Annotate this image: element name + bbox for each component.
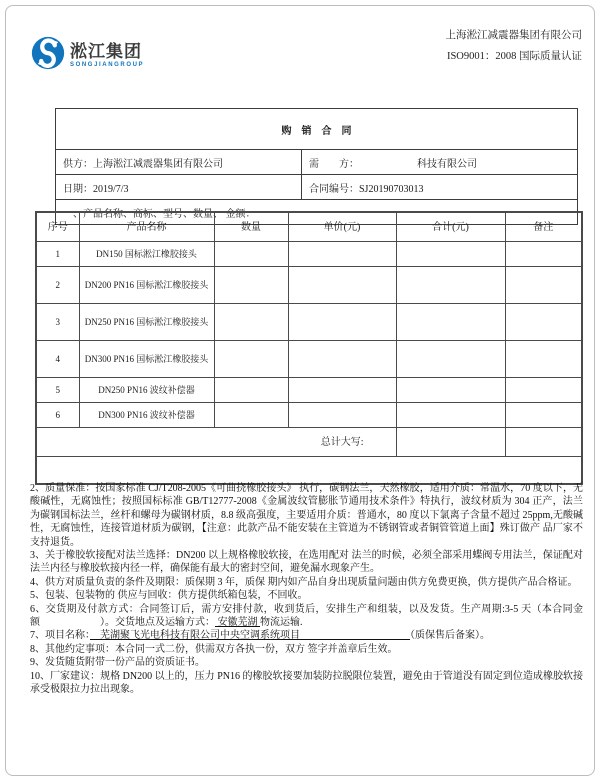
col-header-total: 合计(元) [396,212,505,242]
quantity-cell [214,403,288,428]
clause-flange-selection: 3、关于橡胶软接配对法兰选择：DN200 以上规格橡胶软接，在选用配对 法兰的时候，必须全部采用蝶阀专用法兰，保证配对法兰内径与橡胶软接内径一样，确保能有最大的密封空间，避免漏水现象产生。 [30,550,583,575]
supplier-label: 供方：上海淞江减震器集团有限公司 [63,158,223,170]
supplier-cell [56,150,302,175]
product-name: DN300 PN16 波纹补偿器 [79,403,214,428]
remark-cell [505,403,582,428]
clause-delivery-text: 6、交货期及付款方式：合同签订后，需方安排付款，收到货后，安排生产和组装，以及发货。生产周期:3-5 天（本合同金额 ）。交货地点及运输方式： [30,603,583,629]
table-row [36,403,582,428]
remark-cell [505,267,582,304]
company-logo-text [70,43,144,68]
product-name: DN250 PN16 国标淞江橡胶接头 [79,304,214,341]
clause-quality-standard: 2、质量保准：按国家标准 CJ/T208-2005《可曲挠橡胶接头》 执行，碳钢法兰，天然橡胶，适用介质：常温水，70 度以下，无酸碱性，无腐蚀性；按照国标标准 GB/T12777-2008《金属波纹管膨胀节通用技术条件》特执行，波纹材质为 304 正产，法兰为碳钢国标法兰，丝杆和螺母为碳钢材质，8.8 级高强度，主要适用介质：普通水，80 度以下氯离子含量不超过 25ppm,无酸碱性，无腐蚀性，连接管道材质为碳钢，【注意：此款产品不能安装在主管道为不锈钢管或者铜管管道上面】殊订做产 品厂家不支持退货。 [30,483,583,548]
row-index: 4 [36,341,79,378]
contract-info-table [55,108,578,225]
col-header-product-name: 产品名称 [79,212,214,242]
unit-price-cell [288,242,396,267]
company-logo [31,36,144,75]
grand-total-row [36,428,582,457]
unit-price-cell [288,403,396,428]
buyer-value: 科技有限公司 [417,158,477,170]
total-cell [396,267,505,304]
table-row [36,304,582,341]
total-cell [396,403,505,428]
clause-packaging: 5、包装、包装物的 供应与回收：供方提供纸箱包装，不回收。 [30,590,308,602]
grand-total-label: 总计大写: [36,428,396,457]
clause-certificates: 9、发货随货附带一份产品的资质证书。 [30,657,205,669]
col-header-unit-price: 单价(元) [288,212,396,242]
contract-clauses [30,482,586,697]
section-heading: 一、产品名称、商标、型号、数量、 金额： [56,200,578,225]
empty-footer-cell [36,457,582,485]
clause-delivery-payment [30,603,583,630]
clause-delivery-tail: 物流运输. [260,617,303,629]
remark-cell [505,341,582,378]
table-row [36,341,582,378]
delivery-place-underlined: 安徽芜湖 [215,617,260,629]
row-index: 5 [36,378,79,403]
total-cell [396,341,505,378]
product-name: DN300 PN16 国标淞江橡胶接头 [79,341,214,378]
row-index: 3 [36,304,79,341]
clause-manufacturer-advice: 10、厂家建议：规格 DN200 以上的，压力 PN16 的橡胶软接要加装防拉脱限位装置，避免由于管道没有固定到位造成橡胶软接 承受极限拉力拉出现象。 [30,670,586,696]
quantity-cell [214,341,288,378]
col-header-index: 序号 [36,212,79,242]
row-index: 1 [36,242,79,267]
remark-cell [505,242,582,267]
project-name-tail: （质保售后备案）。 [410,630,490,642]
unit-price-cell [288,341,396,378]
total-cell [396,304,505,341]
clause-other-terms: 8、其他约定事项：本合同一式二份，供需双方各执一份，双方 签字并盖章后生效。 [30,643,398,655]
logo-company-name-cn: 淞江集团 [70,42,142,61]
grand-total-remark-cell [505,428,582,457]
iso-certification-line: ISO9001：2008 国际质量认证 [446,51,582,62]
products-table [35,211,583,485]
quantity-cell [214,304,288,341]
corporate-name-line: 上海淞江减震器集团有限公司 [445,30,582,41]
logo-company-name-en: SONGJIANGROUP [70,62,145,68]
buyer-cell [302,150,578,175]
row-index: 2 [36,267,79,304]
circular-arrows-logo-icon [31,36,65,75]
clause-project-name [30,629,583,642]
table-row [36,378,582,403]
product-name: DN200 PN16 国标淞江橡胶接头 [79,267,214,304]
total-cell [396,378,505,403]
clause-warranty: 4、供方对质量负责的条件及期限：质保期 3 年，质保 期内如产品自身出现质量问题由供方免费更换，供方提供产品合格证。 [30,576,578,588]
quantity-cell [214,242,288,267]
col-header-remark: 备注 [505,212,582,242]
date-cell: 日期：2019/7/3 [56,175,302,200]
col-header-quantity: 数量 [214,212,288,242]
quantity-cell [214,378,288,403]
unit-price-cell [288,267,396,304]
buyer-label: 需 方： [309,158,359,170]
remark-cell [505,304,582,341]
remark-cell [505,378,582,403]
unit-price-cell [288,304,396,341]
table-row [36,242,582,267]
products-header-row [36,212,582,242]
quantity-cell [214,267,288,304]
unit-price-cell [288,378,396,403]
corporate-header-text [446,25,583,67]
project-name-label: 7、项目名称： [30,630,90,642]
product-name: DN150 国标淞江橡胶接头 [79,242,214,267]
product-name: DN250 PN16 波纹补偿器 [79,378,214,403]
grand-total-amount-cell [396,428,505,457]
project-name-underlined: 芜湖聚飞光电科技有限公司中央空调系统项目 [90,630,410,642]
row-index: 6 [36,403,79,428]
contract-title: 购销合同 [56,109,578,150]
table-row [36,267,582,304]
empty-footer-row [36,457,582,485]
contract-number-cell: 合同编号：SJ20190703013 [302,175,578,200]
total-cell [396,242,505,267]
